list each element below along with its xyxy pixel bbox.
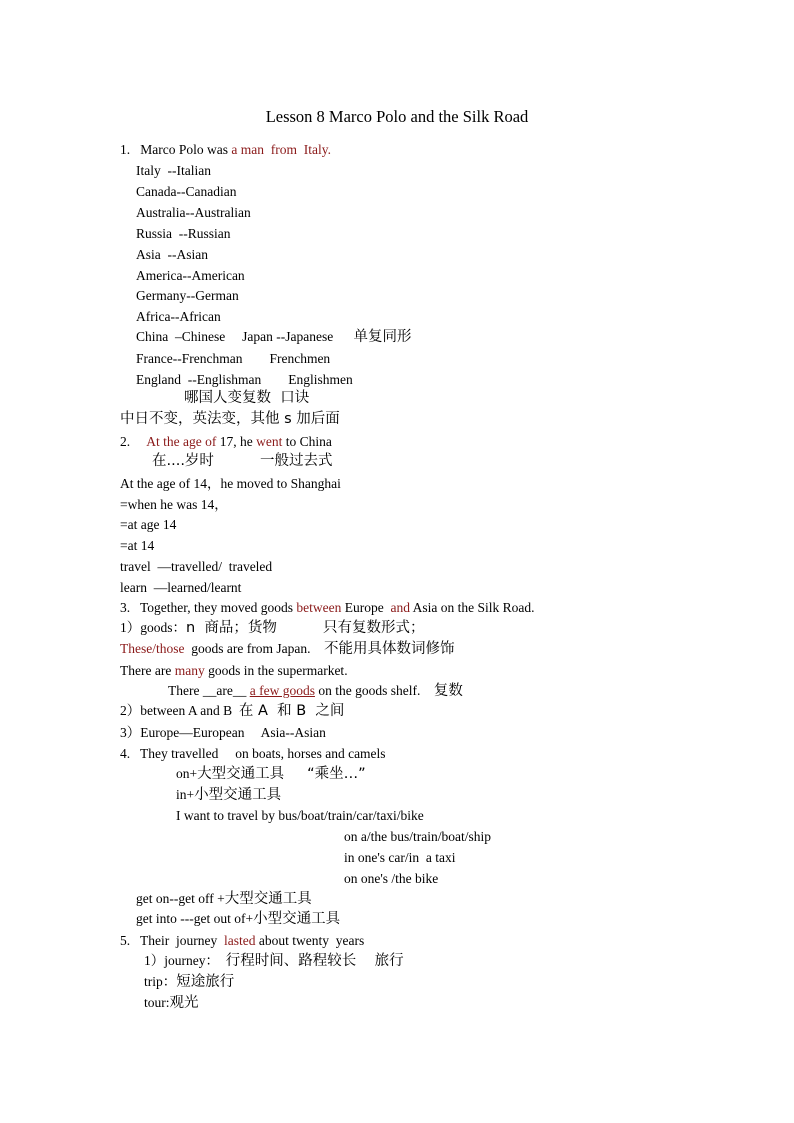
note-line-s1-head bbox=[120, 141, 331, 159]
text-run: Italy --Italian bbox=[136, 163, 211, 178]
text-run: 4. They travelled on boats, horses and camels bbox=[120, 746, 386, 761]
text-run: Europe bbox=[341, 600, 391, 615]
text-run: Russia --Russian bbox=[136, 226, 231, 241]
text-run: went bbox=[256, 434, 283, 449]
note-line-s1-china bbox=[136, 328, 411, 346]
note-line-s4-ona bbox=[344, 828, 491, 846]
text-run: 哪国人变复数 口诀 bbox=[184, 390, 310, 406]
text-run: These/those bbox=[120, 641, 185, 656]
note-line-s4-want bbox=[176, 807, 424, 825]
text-run: goods in the supermarket. bbox=[204, 663, 348, 678]
note-line-s1-rhyme-title bbox=[184, 389, 309, 407]
note-line-s3-between bbox=[120, 702, 344, 720]
text-run: 小型交通工具 bbox=[194, 787, 282, 803]
note-line-s1-canada bbox=[136, 183, 236, 201]
text-run: on the goods shelf. bbox=[314, 683, 434, 698]
note-line-s1-england bbox=[136, 371, 353, 389]
text-run: many bbox=[174, 663, 205, 678]
note-line-s4-inone bbox=[344, 849, 456, 867]
text-run: 3. Together, they moved goods bbox=[120, 600, 297, 615]
text-run: At the age of bbox=[146, 434, 217, 449]
text-run: Canada--Canadian bbox=[136, 184, 237, 199]
text-run: America--American bbox=[136, 268, 245, 283]
text-run: 不能用具体数词修饰 bbox=[323, 641, 455, 657]
text-run: a man from Italy. bbox=[231, 142, 331, 157]
note-line-s3-goods bbox=[120, 619, 425, 637]
text-run: in+ bbox=[176, 787, 195, 802]
note-line-s4-in bbox=[176, 786, 281, 804]
text-run: 大型交通工具 “乘坐…” bbox=[197, 766, 366, 782]
text-run: Asia --Asian bbox=[136, 247, 208, 262]
note-line-s1-italy bbox=[136, 162, 211, 180]
text-run: trip： bbox=[144, 974, 177, 989]
note-line-s2-travel bbox=[120, 558, 272, 576]
text-run: Germany--German bbox=[136, 288, 239, 303]
text-run: goods are from Japan. bbox=[184, 641, 324, 656]
text-run: tour: bbox=[144, 995, 170, 1010]
text-run: 单复同形 bbox=[353, 329, 412, 345]
text-run: China –Chinese Japan --Japanese bbox=[136, 329, 354, 344]
text-run: 2）between A and B bbox=[120, 703, 239, 718]
note-line-s1-germany bbox=[136, 287, 239, 305]
text-run: 1）journey： bbox=[144, 953, 226, 968]
note-line-s4-on bbox=[176, 765, 366, 783]
text-run: 17, he bbox=[216, 434, 257, 449]
text-run: a few goods bbox=[249, 683, 315, 698]
text-run: 1. Marco Polo was bbox=[120, 142, 232, 157]
text-run: to China bbox=[282, 434, 332, 449]
note-line-s1-australia bbox=[136, 204, 251, 222]
note-line-s3-there1 bbox=[120, 662, 348, 680]
text-run: on a/the bus/train/boat/ship bbox=[344, 829, 491, 844]
note-line-s1-africa bbox=[136, 308, 221, 326]
text-run: France--Frenchman Frenchmen bbox=[136, 351, 331, 366]
text-run: 5. Their journey bbox=[120, 933, 224, 948]
text-run: 观光 bbox=[169, 995, 199, 1011]
note-line-s4-head bbox=[120, 745, 386, 763]
note-line-s3-head bbox=[120, 599, 534, 617]
text-run: =when he was 14， bbox=[120, 497, 228, 512]
note-line-s5-journey bbox=[144, 952, 404, 970]
text-run: 大型交通工具 bbox=[224, 891, 312, 907]
text-run: I want to travel by bus/boat/train/car/taxi/bike bbox=[176, 808, 424, 823]
note-line-s1-russia bbox=[136, 225, 231, 243]
note-line-s2-ex bbox=[120, 475, 341, 493]
text-run: Australia--Australian bbox=[136, 205, 251, 220]
note-line-s3-there2 bbox=[168, 682, 463, 700]
text-run: about twenty years bbox=[255, 933, 365, 948]
note-line-s2-when bbox=[120, 496, 228, 514]
note-line-s2-head bbox=[120, 433, 332, 451]
text-run: There are bbox=[120, 663, 175, 678]
note-line-s2-learn bbox=[120, 579, 241, 597]
text-run: lasted bbox=[223, 933, 256, 948]
text-run: 中日不变，英法变，其他 s 加后面 bbox=[120, 411, 340, 427]
note-line-s1-asia bbox=[136, 246, 208, 264]
note-line-s2-atage bbox=[120, 516, 176, 534]
text-run: in one's car/in a taxi bbox=[344, 850, 456, 865]
text-run: Africa--African bbox=[136, 309, 221, 324]
text-run: England --Englishman Englishmen bbox=[136, 372, 353, 387]
note-line-s1-rhyme bbox=[120, 410, 340, 428]
note-line-s4-getinto bbox=[136, 910, 340, 928]
text-run: 3）Europe—European Asia--Asian bbox=[120, 725, 326, 740]
note-line-s3-europe bbox=[120, 724, 326, 742]
lesson-title: Lesson 8 Marco Polo and the Silk Road bbox=[265, 107, 529, 126]
text-run: At the age of 14，he moved to Shanghai bbox=[120, 476, 341, 491]
text-run: and bbox=[390, 600, 410, 615]
text-run: 行程时间、路程较长 旅行 bbox=[225, 953, 404, 969]
text-run: =at age 14 bbox=[120, 517, 177, 532]
text-run: There __are__ bbox=[168, 683, 250, 698]
note-line-s5-tour bbox=[144, 994, 199, 1012]
note-line-s1-america bbox=[136, 267, 245, 285]
note-line-s1-france bbox=[136, 350, 330, 368]
text-run: 1）goods： bbox=[120, 620, 187, 635]
text-run: 在 A 和 B 之间 bbox=[238, 703, 345, 719]
text-run: =at 14 bbox=[120, 538, 155, 553]
text-run: on one's /the bike bbox=[344, 871, 439, 886]
text-run: 在....岁时 一般过去式 bbox=[152, 453, 333, 469]
text-run: get into ---get out of+ bbox=[136, 911, 254, 926]
text-run: 2. bbox=[120, 434, 147, 449]
note-line-s2-note bbox=[152, 452, 333, 470]
note-line-s5-trip bbox=[144, 973, 234, 991]
text-run: n 商品；货物 只有复数形式； bbox=[186, 620, 425, 636]
text-run: on+ bbox=[176, 766, 198, 781]
text-run: learn —learned/learnt bbox=[120, 580, 242, 595]
note-line-s3-these bbox=[120, 640, 454, 658]
text-run: get on--get off + bbox=[136, 891, 225, 906]
text-run: 短途旅行 bbox=[176, 974, 235, 990]
text-run: Asia on the Silk Road. bbox=[409, 600, 535, 615]
text-run: between bbox=[296, 600, 342, 615]
note-line-s4-geton bbox=[136, 890, 312, 908]
note-line-s4-onone bbox=[344, 870, 438, 888]
note-line-s5-head bbox=[120, 932, 364, 950]
text-run: 复数 bbox=[433, 683, 463, 699]
text-run: 小型交通工具 bbox=[253, 911, 341, 927]
note-line-s2-at bbox=[120, 537, 154, 555]
text-run: travel —travelled/ traveled bbox=[120, 559, 273, 574]
